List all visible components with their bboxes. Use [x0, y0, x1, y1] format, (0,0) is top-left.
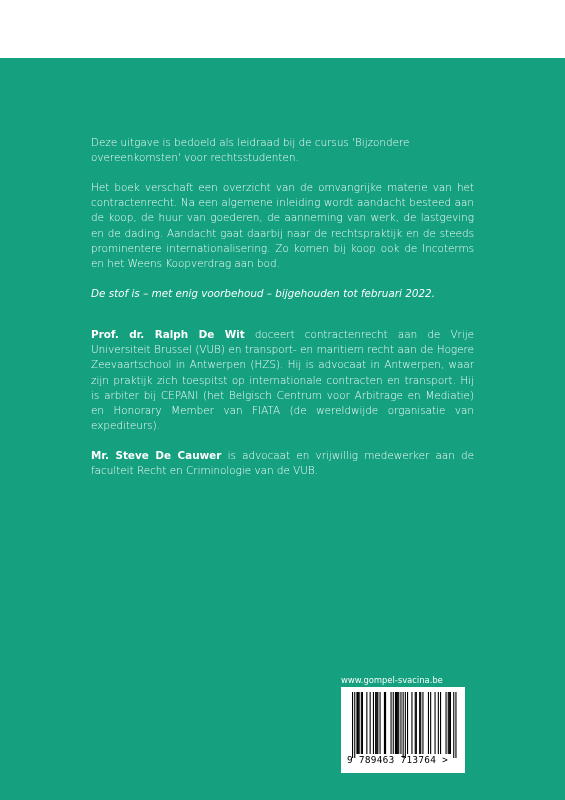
barcode-bar — [362, 692, 363, 754]
barcode-bar — [422, 692, 423, 754]
isbn-group-2: 713764 — [400, 755, 437, 766]
barcode-bar — [446, 692, 447, 754]
barcode-bar — [358, 692, 359, 754]
publisher-url: www.gompel-svacina.be — [341, 675, 443, 685]
barcode-image — [347, 692, 461, 758]
barcode-bar — [354, 692, 355, 758]
barcode-bar — [393, 692, 394, 754]
barcode-bar — [403, 692, 404, 758]
intro-paragraph-1: Deze uitgave is bedoeld als leidraad bij de cursus 'Bijzondere overeenkomsten' voor rechtsstudenten. — [91, 137, 410, 165]
barcode-bar — [385, 692, 386, 754]
barcode-bar — [415, 692, 416, 754]
barcode-bar — [375, 692, 376, 754]
author-bio-2 — [91, 449, 474, 479]
barcode-bar — [440, 692, 441, 754]
author-name: Mr. Steve De Cauwer — [91, 450, 222, 463]
barcode-bar — [449, 692, 450, 754]
barcode-bar — [377, 692, 378, 754]
barcode-bar — [361, 692, 362, 754]
barcode-bar — [384, 692, 385, 754]
author-bio-text: doceert contractenrecht aan de Vrije Universiteit Brussel (VUB) en transport- en maritiem recht aan de Hogere Zeevaartschool in Antwerpen (HZS). Hij is advocaat in Antwerpen, waar zijn praktijk zich toespitst op internationale contracten en transport. Hij is arbiter bij CEPANI (het Belgisch Centrum voor Arbitrage en Mediatie) en Honorary Member van FIATA (de wereldwijde organisatie van expediteurs). — [91, 329, 474, 433]
barcode-bar — [405, 692, 406, 758]
author-name: Prof. dr. Ralph De Wit — [91, 329, 245, 342]
barcode-bar — [450, 692, 451, 754]
barcode-bar — [428, 692, 429, 754]
barcode-bar — [391, 692, 392, 754]
barcode-bar — [397, 692, 398, 754]
barcode-bar — [419, 692, 420, 754]
barcode-bar — [453, 692, 454, 758]
barcode-bar — [373, 692, 374, 754]
barcode-bar — [448, 692, 449, 754]
isbn-suffix: > — [442, 755, 449, 766]
barcode-bar — [356, 692, 357, 754]
barcode-bar — [438, 692, 439, 754]
barcode-bar — [430, 692, 431, 754]
barcode-bar — [455, 692, 456, 758]
barcode-bar — [376, 692, 377, 754]
isbn-barcode — [341, 687, 465, 773]
back-cover-text — [91, 136, 474, 494]
barcode-bar — [420, 692, 421, 754]
isbn-prefix: 9 — [347, 755, 353, 766]
barcode-bar — [407, 692, 408, 754]
barcode-bar — [416, 692, 417, 754]
barcode-bar — [435, 692, 436, 754]
barcode-bar — [396, 692, 397, 754]
intro-paragraph-3: De stof is – met enig voorbehoud – bijgehouden tot februari 2022. — [91, 287, 435, 300]
isbn-number — [347, 755, 461, 766]
barcode-bar — [370, 692, 371, 754]
barcode-bar — [411, 692, 412, 754]
barcode-bar — [395, 692, 396, 754]
barcode-bar — [400, 692, 401, 754]
barcode-bar — [380, 692, 381, 754]
intro-paragraph-2: Het boek verschaft een overzicht van de omvangrijke materie van het contractenrecht. Na een algemene inleiding wordt aandacht besteed aan de koop, de huur van goederen, de aanneming van werk, de lastgeving en de dading. Aandacht gaat daarbij naar de rechtspraktijk en de steeds prominentere internationalisering. Zo komen bij koop ook de Incoterms en het Weens Koopverdrag aan bod. — [91, 182, 474, 271]
barcode-bar — [352, 692, 353, 758]
barcode-bar — [359, 692, 360, 754]
barcode-bar — [398, 692, 399, 754]
author-bio-text: is advocaat en vrijwillig medewerker aan de faculteit Recht en Criminologie van de VUB. — [91, 450, 474, 478]
barcode-bar — [366, 692, 367, 754]
author-bio-1 — [91, 328, 474, 434]
isbn-group-1: 789463 — [358, 755, 395, 766]
